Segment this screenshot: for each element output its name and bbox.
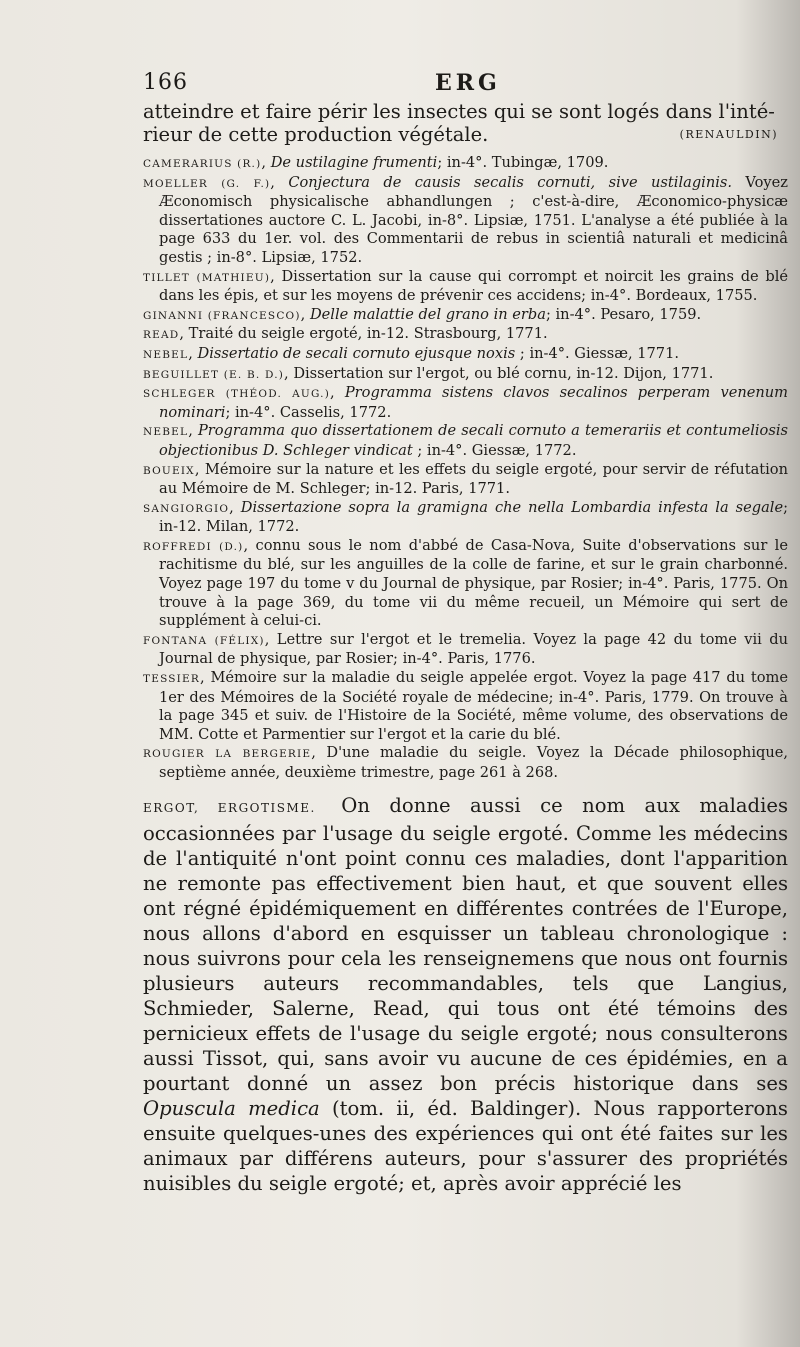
entry-title: Delle malattie del grano in erba: [309, 305, 546, 323]
entry-details: ; in-4°. Casselis, 1772.: [225, 403, 392, 421]
entry-author: MOELLER (G. F.): [143, 177, 271, 190]
entry-title: Dissertazione sopra la gramigna che nella Lombardia infesta la segale: [240, 498, 784, 516]
entry-separator: ,: [243, 536, 256, 554]
article-cited-title: Opuscula medica: [143, 1096, 320, 1120]
entry-author: BEGUILLET (E. B. D.): [143, 368, 285, 381]
bibliography-entry: [143, 631, 788, 669]
bibliography-entry: [143, 499, 788, 537]
entry-details: ; in-12. Milan, 1772.: [159, 498, 789, 536]
entry-title: Dissertatio de secali cornuto ejusque noxis: [197, 344, 516, 362]
entry-separator: ,: [270, 173, 289, 191]
entry-title: Programma quo dissertationem de secali cornuto a temerariis et contumeliosis objectionibus D. Schleger vindicat: [159, 422, 788, 459]
entry-separator: ,: [200, 669, 211, 687]
bibliography-entry: [143, 174, 788, 268]
entry-author: TILLET (MATHIEU): [143, 271, 271, 284]
entry-author: READ: [143, 329, 180, 342]
entry-author: BOUEIX: [143, 464, 195, 477]
intro-line-1: atteindre et faire périr les insectes qui se sont logés dans l'inté-: [143, 100, 775, 123]
entry-details: Voyez Æconomisch physicalische abhandlungen ; c'est-à-dire, Æconomico-physicæ dissertationes auctore C. L. Jacobi, in-8°. Lipsiæ, 1751. L'analyse a été publiée à la page 633 du 1er. vol. des Commentarii de rebus in scientiâ naturali et medicinâ gestis ; in-8°. Lipsiæ, 1752.: [159, 173, 788, 266]
entry-separator: ,: [270, 267, 282, 285]
entry-separator: ,: [229, 498, 241, 516]
intro-line-2: [143, 123, 788, 146]
entry-author: NEBEL: [143, 426, 189, 439]
entry-separator: ,: [284, 364, 294, 382]
entry-author: GINANNI (FRANCESCO): [143, 309, 301, 322]
entry-author: ROUGIER LA BERGERIE: [143, 748, 312, 761]
entry-details: ; in-4°. Giessæ, 1771.: [515, 344, 680, 362]
entry-details: ; in-4°. Tubingæ, 1709.: [437, 154, 609, 171]
article-text-1: On donne aussi ce nom aux maladies occasionnées par l'usage du seigle ergoté. Comme les médecins de l'antiquité n'ont point connu ces maladies, dont l'apparition ne remonte pas effectivement bien haut, et que souvent elles ont régné épidémiquement en différentes contrées de l'Europe, nous allons d'abord en esquisser un tableau chronologique : nous suivrons pour cela les renseignemens que nous ont fournis plusieurs auteurs recommandables, tels que Langius, Schmieder, Salerne, Read, qui tous ont été témoins des pernicieux effets de l'usage du seigle ergoté; nous consulterons aussi Tissot, qui, sans avoir vu aucune de ces épidémies, en a pourtant donné un assez bon précis historique dans ses: [143, 793, 788, 1095]
running-head: ERG: [435, 70, 501, 96]
entry-separator: ,: [261, 154, 271, 171]
bibliography-entry: [143, 384, 788, 422]
bibliography-entry: [143, 306, 788, 326]
entry-details: Mémoire sur la nature et les effets du seigle ergoté, pour servir de réfutation au Mémoire de M. Schleger; in-12. Paris, 1771.: [159, 460, 788, 498]
entry-details: D'une maladie du seigle. Voyez la Décade philosophique, septième année, deuxième trimestre, page 261 à 268.: [159, 744, 789, 781]
page-content: [143, 100, 788, 1215]
entry-author: SCHLEGER (THÉOD. AUG.): [143, 388, 330, 401]
entry-author: FONTANA (FÉLIX): [143, 634, 265, 647]
entry-author: SANGIORGIO: [143, 502, 230, 515]
entry-separator: ,: [264, 630, 277, 648]
entry-details: ; in-4°. Giessæ, 1772.: [412, 441, 577, 459]
article-headword: ERGOT, ERGOTISME.: [143, 800, 316, 815]
entry-details: Traité du seigle ergoté, in-12. Strasbourg, 1771.: [188, 325, 548, 343]
entry-separator: ,: [188, 422, 198, 440]
page-header: [143, 70, 783, 104]
entry-author: ROFFREDI (D.): [143, 540, 244, 553]
bibliography: [143, 154, 788, 783]
article-text-2: (tom. ii, éd. Baldinger). Nous rapporterons ensuite quelques-unes des expériences qui ont été faites sur les animaux par différens auteurs, pour s'assurer des propriétés nuisibles du seigle ergoté; et, après avoir apprécié les: [143, 1096, 788, 1195]
entry-title: De ustilagine frumenti: [270, 154, 438, 171]
entry-author: CAMERARIUS (R.): [143, 158, 262, 170]
entry-details: ; in-4°. Pesaro, 1759.: [545, 305, 702, 323]
entry-separator: ,: [311, 744, 327, 762]
intro-line-2-text: rieur de cette production végétale.: [143, 123, 489, 146]
entry-author: TESSIER: [143, 673, 200, 686]
bibliography-entry: [143, 744, 788, 782]
bibliography-entry: [143, 669, 788, 744]
entry-title: Programma sistens clavos secalinos perperam venenum nominari: [159, 384, 789, 421]
bibliography-entry: [143, 537, 788, 631]
bibliography-entry: [143, 154, 788, 174]
bibliography-entry: [143, 461, 788, 499]
bibliography-entry: [143, 345, 788, 365]
entry-title: Conjectura de causis secalis cornuti, sive ustilaginis.: [288, 173, 733, 191]
author-signature: (RENAULDIN): [679, 128, 778, 141]
bibliography-entry: [143, 365, 788, 385]
entry-author: NEBEL: [143, 348, 189, 361]
bibliography-entry: [143, 268, 788, 306]
entry-details: Dissertation sur l'ergot, ou blé cornu, in-12. Dijon, 1771.: [293, 364, 714, 382]
entry-separator: ,: [179, 325, 189, 343]
entry-separator: ,: [194, 460, 205, 478]
entry-separator: ,: [330, 384, 345, 402]
entry-details: Lettre sur l'ergot et le tremelia. Voyez la page 42 du tome vii du Journal de physique, par Rosier; in-4°. Paris, 1776.: [159, 630, 788, 668]
entry-details: connu sous le nom d'abbé de Casa-Nova, Suite d'observations sur le rachitisme du blé, sur les anguilles de la colle de farine, et sur le grain charbonné. Voyez page 197 du tome v du Journal de physique, par Rosier; in-4°. Paris, 1775. On trouve à la page 369, du tome vii du même recueil, un Mémoire qui sert de supplément à celui-ci.: [159, 536, 788, 630]
article-ergot: [143, 793, 788, 1196]
bibliography-entry: [143, 325, 788, 345]
entry-details: Mémoire sur la maladie du seigle appelée ergot. Voyez la page 417 du tome 1er des Mémoires de la Société royale de médecine; in-4°. Paris, 1779. On trouve à la page 345 et suiv. de l'Histoire de la Société, même volume, des observations de MM. Cotte et Parmentier sur l'ergot et la carie du blé.: [159, 669, 788, 743]
bibliography-entry: [143, 422, 788, 460]
entry-details: Dissertation sur la cause qui corrompt et noircit les grains de blé dans les épis, et sur les moyens de prévenir ces accidens; in-4°. Bordeaux, 1755.: [159, 267, 788, 305]
entry-separator: ,: [300, 305, 310, 323]
page-number: 166: [143, 70, 188, 95]
entry-separator: ,: [188, 344, 198, 362]
